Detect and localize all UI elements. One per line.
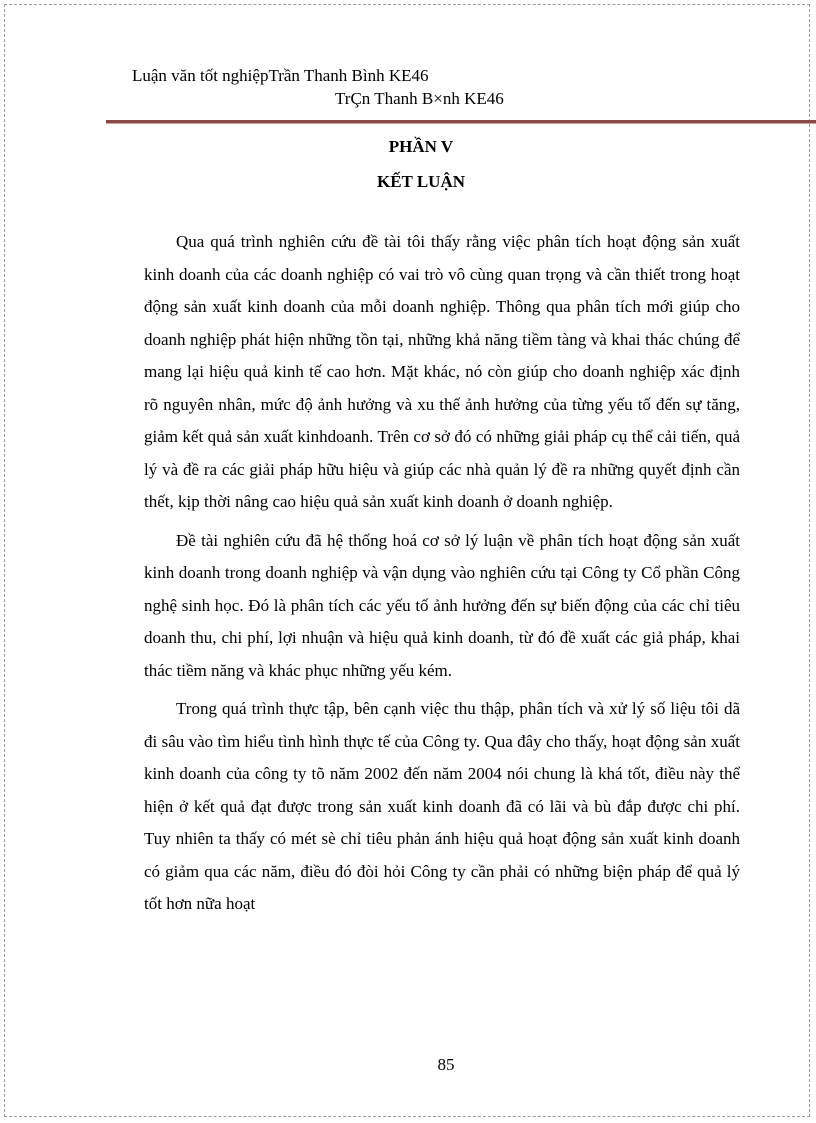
paragraph-2: Đề tài nghiên cứu đã hệ thống hoá cơ sở lý luận về phân tích hoạt động sản xuất kinh doanh trong doanh nghiệp và vận dụng vào nghiên cứu tại Công ty Cổ phần Công nghệ sinh học. Đó là phân tích các yếu tố ảnh hưởng đến sự biến động của các chỉ tiêu doanh thu, chi phí, lợi nhuận và hiệu quả kinh doanh, từ đó đề xuất các giả pháp, khai thác tiềm năng và khác phục những yếu kém. [144, 530, 740, 680]
page-number: 85 [437, 1055, 455, 1074]
body-text [144, 226, 740, 921]
part-title: PHẦN V [388, 137, 454, 156]
section-title: KẾT LUẬN [376, 172, 465, 191]
paragraph-1: Qua quá trình nghiên cứu đề tài tôi thấy rằng việc phân tích hoạt động sản xuất kinh doanh của các doanh nghiệp có vai trò vô cùng quan trọng và cần thiết trong hoạt động sản xuất kinh doanh của mỗi doanh nghiệp. Thông qua phân tích mới giúp cho doanh nghiệp phát hiện những tồn tại, những khả năng tiềm tàng và khai thác chúng để mang lại hiệu quả kinh tế cao hơn. Mặt khác, nó còn giúp cho doanh nghiệp xác định rõ nguyên nhân, mức độ ảnh hưởng và xu thế ảnh hưởng của từng yếu tố đến sự tăng, giảm kết quả sản xuất kinhdoanh. Trên cơ sở đó có những giải pháp cụ thể cải tiến, quả lý và đề ra các giải pháp hữu hiệu và giúp các nhà quản lý đề ra những quyết định cần thết, kịp thời nâng cao hiệu quả sản xuất kinh doanh ở doanh nghiệp. [144, 232, 740, 511]
running-header-garbled: TrÇn Thanh B×nh KE46 [335, 89, 504, 108]
running-header: Luận văn tốt nghiệpTrần Thanh Bình KE46 [132, 66, 429, 85]
header-divider [106, 120, 816, 124]
paragraph-3: Trong quá trình thực tập, bên cạnh việc thu thập, phân tích và xử lý số liệu tôi dã đi sâu vào tìm hiểu tình hình thực tế của Công ty. Qua đây cho thấy, hoạt động sản xuất kinh doanh của công ty tõ năm 2002 đến năm 2004 nói chung là khá tốt, điều này thể hiện ở kết quả đạt được trong sản xuất kinh doanh đã có lãi và bù đắp được chi phí. Tuy nhiên ta thấy có mét sè chỉ tiêu phản ánh hiệu quả hoạt động sản xuất kinh doanh có giảm qua các năm, điều đó đòi hỏi Công ty cần phải có những biện pháp để quả lý tốt hơn nữa hoạt [144, 699, 740, 913]
